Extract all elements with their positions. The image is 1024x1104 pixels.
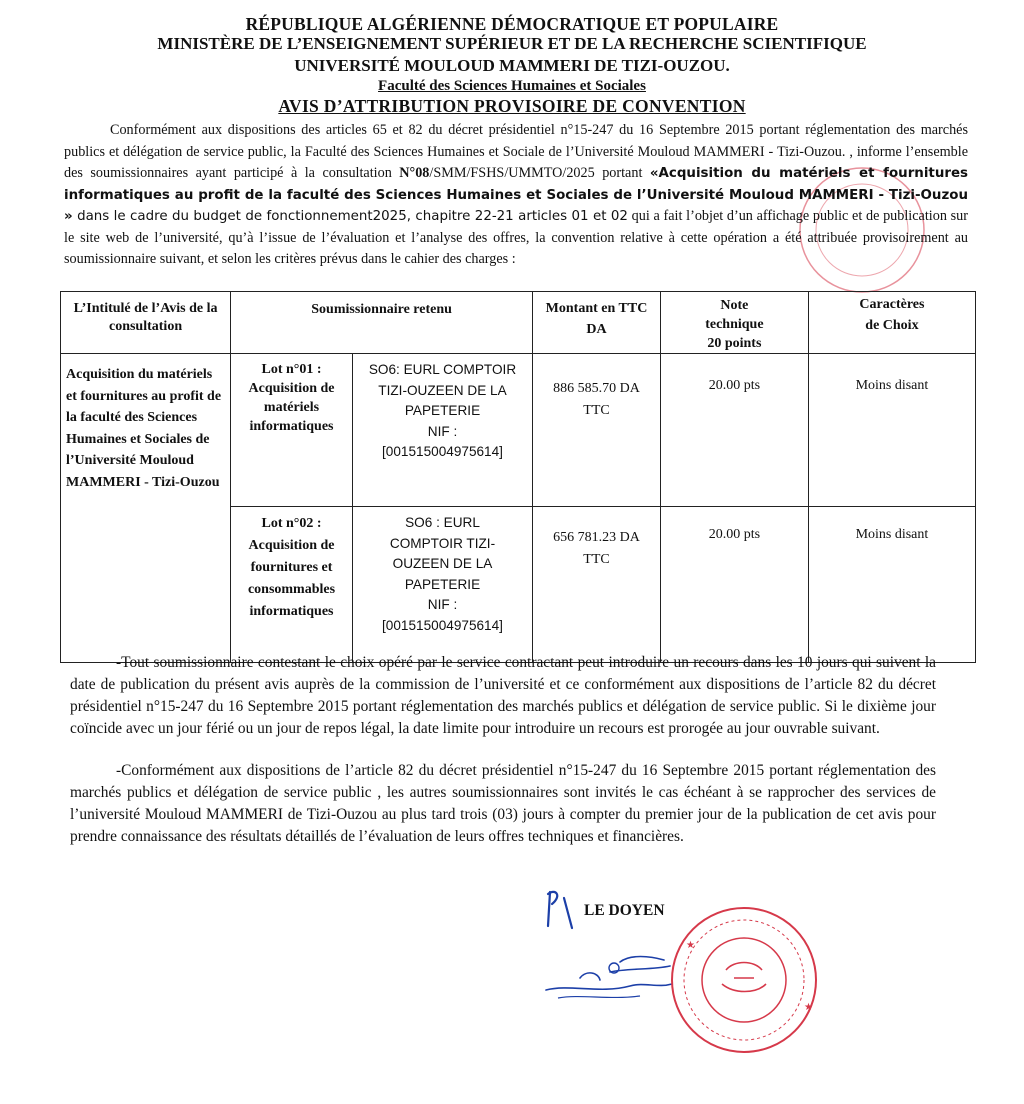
header-ministry: MINISTÈRE DE L’ENSEIGNEMENT SUPÉRIEUR ET DE LA RECHERCHE SCIENTIFIQUE [157, 34, 867, 53]
attribution-table [60, 291, 976, 663]
lot-cell: Lot n°02 : Acquisition de fournitures et consommables informatiques [231, 507, 353, 663]
handwritten-signature-icon [538, 884, 588, 934]
header-intitule: L’Intitulé de l’Avis de la consultation [61, 292, 231, 354]
table-row [61, 354, 976, 507]
consultation-paragraph: -Conformément aux dispositions de l’article 82 du décret présidentiel n°15-247 du 16 Septembre 2015 portant réglementation des marchés publics et délégation de service public , les autres soumissionnaires sont invités le cas échéant à se rapprocher des services de l’université Mouloud MAMMERI de Tizi-Ouzou au plus tard trois (03) jours à compter du premier jour de la publication de cet avis pour prendre connaissance des résultats détaillés de l’évaluation de leurs offres techniques et financières. [70, 762, 936, 845]
consultation-title-cell: Acquisition du matériels et fournitures au profit de la faculté des Sciences Humaines et Sociales de l’Université Mouloud MAMMERI - Tizi-Ouzou [61, 354, 231, 663]
score-cell: 20.00 pts [660, 507, 808, 663]
arabic-signature-icon [540, 950, 680, 1010]
svg-text:★: ★ [804, 1002, 813, 1013]
document-title: AVIS D’ATTRIBUTION PROVISOIRE DE CONVENTION [278, 96, 746, 116]
header-university: UNIVERSITÉ MOULOUD MAMMERI DE TIZI-OUZOU. [294, 56, 730, 75]
amount-cell: 656 781.23 DA TTC [533, 507, 661, 663]
choice-cell: Moins disant [808, 507, 975, 663]
intro-paragraph: Conformément aux dispositions des articles 65 et 82 du décret présidentiel n°15-247 du 16 Septembre 2015 portant réglementation des marchés publics et délégation de service public, la Faculté des Sciences Humaines et Sociale de l’Université Mouloud MAMMERI - Tizi-Ouzou. , informe l’ensemble des soumissionnaires ayant participé à la consultation N°08/SMM/FSHS/UMMTO/2025 portant «Acquisition du matériels et fournitures informatiques au profit de la faculté des Sciences Humaines et Sociales de l’Université Mouloud MAMMERI - Tizi-Ouzou » dans le cadre du budget de fonctionnement2025, chapitre 22-21 articles 01 et 02 qui a fait l’objet d’un affichage public et de publication sur le site web de l’université, qu’à l’issue de l’évaluation et l’analyse des offres, la convention relative à cette opération a été attribuée provisoirement au soumissionnaire suivant, et selon les critères prévus dans le cahier des charges : [64, 122, 969, 267]
official-stamp-icon [664, 900, 824, 1060]
signatory-title: LE DOYEN [584, 902, 665, 919]
choice-cell: Moins disant [808, 354, 975, 507]
appeal-paragraph: -Tout soumissionnaire contestant le choix opéré par le service contractant peut introduire un recours dans les 10 jours qui suivent la date de publication du présent avis auprès de la commission de l’université et ce conformément aux dispositions de l’article 82 du décret présidentiel n°15-247 du 16 Septembre 2015 portant réglementation des marchés publics et délégation de service public. Si le dixième jour coïncide avec un jour férié ou un jour de repos légal, la date limite pour introduire un recours est prorogée au jour ouvrable suivant. [70, 654, 936, 737]
lot-cell: Lot n°01 : Acquisition de matériels informatiques [231, 354, 353, 507]
header-note: Note technique 20 points [660, 292, 808, 354]
bidder-cell: SO6 : EURL COMPTOIR TIZI- OUZEEN DE LA PAPETERIE NIF : [001515004975614] [352, 507, 532, 663]
score-cell: 20.00 pts [660, 354, 808, 507]
header-montant: Montant en TTC DA [533, 292, 661, 354]
amount-cell: 886 585.70 DA TTC [533, 354, 661, 507]
header-republic: RÉPUBLIQUE ALGÉRIENNE DÉMOCRATIQUE ET POPULAIRE [245, 14, 779, 34]
svg-text:★: ★ [686, 940, 695, 951]
header-choix: Caractères de Choix [808, 292, 975, 354]
header-soumissionnaire: Soumissionnaire retenu [231, 292, 533, 354]
header-faculty: Faculté des Sciences Humaines et Sociales [378, 78, 646, 94]
bidder-cell: SO6: EURL COMPTOIR TIZI-OUZEEN DE LA PAPETERIE NIF : [001515004975614] [352, 354, 532, 507]
